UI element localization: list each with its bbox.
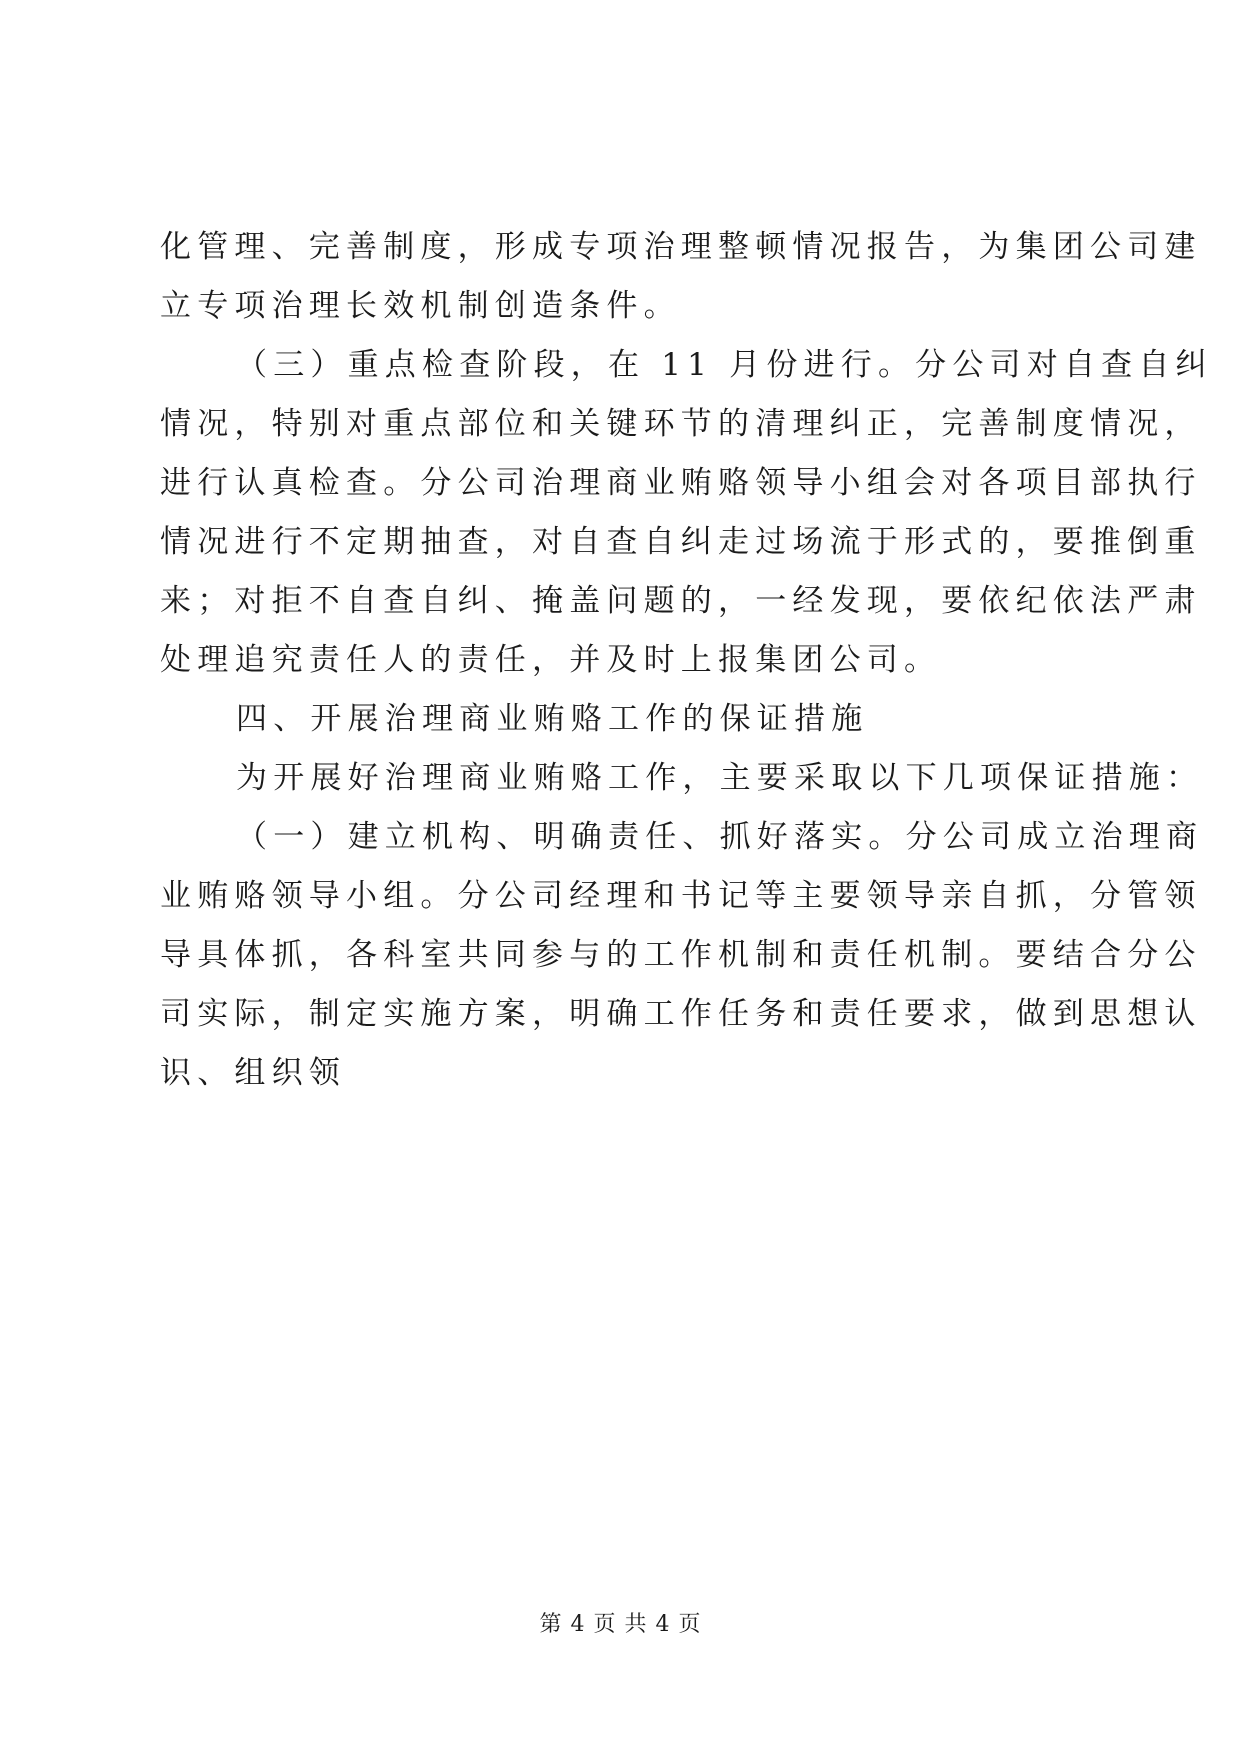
text-line: 司实际，制定实施方案，明确工作任务和责任要求，做到思想认 — [160, 996, 1202, 1032]
text-line: 化管理、完善制度，形成专项治理整顿情况报告，为集团公司建 — [160, 229, 1202, 265]
text-line: （三）重点检查阶段，在 11 月份进行。分公司对自查自纠 — [236, 347, 1213, 383]
section-heading: 四、开展治理商业贿赂工作的保证措施 — [236, 701, 869, 737]
text-line: （一）建立机构、明确责任、抓好落实。分公司成立治理商 — [236, 819, 1204, 855]
text-line: 业贿赂领导小组。分公司经理和书记等主要领导亲自抓，分管领 — [160, 878, 1202, 914]
text-line: 情况进行不定期抽查，对自查自纠走过场流于形式的，要推倒重 — [160, 524, 1202, 560]
text-line: 处理追究责任人的责任，并及时上报集团公司。 — [160, 642, 942, 678]
text-line: 情况，特别对重点部位和关键环节的清理纠正，完善制度情况， — [160, 406, 1202, 442]
text-line: 来；对拒不自查自纠、掩盖问题的，一经发现，要依纪依法严肃 — [160, 583, 1202, 619]
text-line: 导具体抓，各科室共同参与的工作机制和责任机制。要结合分公 — [160, 937, 1202, 973]
page-number-footer: 第 4 页 共 4 页 — [539, 1612, 702, 1637]
text-line: 为开展好治理商业贿赂工作，主要采取以下几项保证措施： — [236, 760, 1204, 796]
text-line: 立专项治理长效机制创造条件。 — [160, 288, 681, 324]
text-line: 进行认真检查。分公司治理商业贿赂领导小组会对各项目部执行 — [160, 465, 1202, 501]
text-line: 识、组织领 — [160, 1055, 346, 1091]
document-body — [160, 218, 1213, 1103]
